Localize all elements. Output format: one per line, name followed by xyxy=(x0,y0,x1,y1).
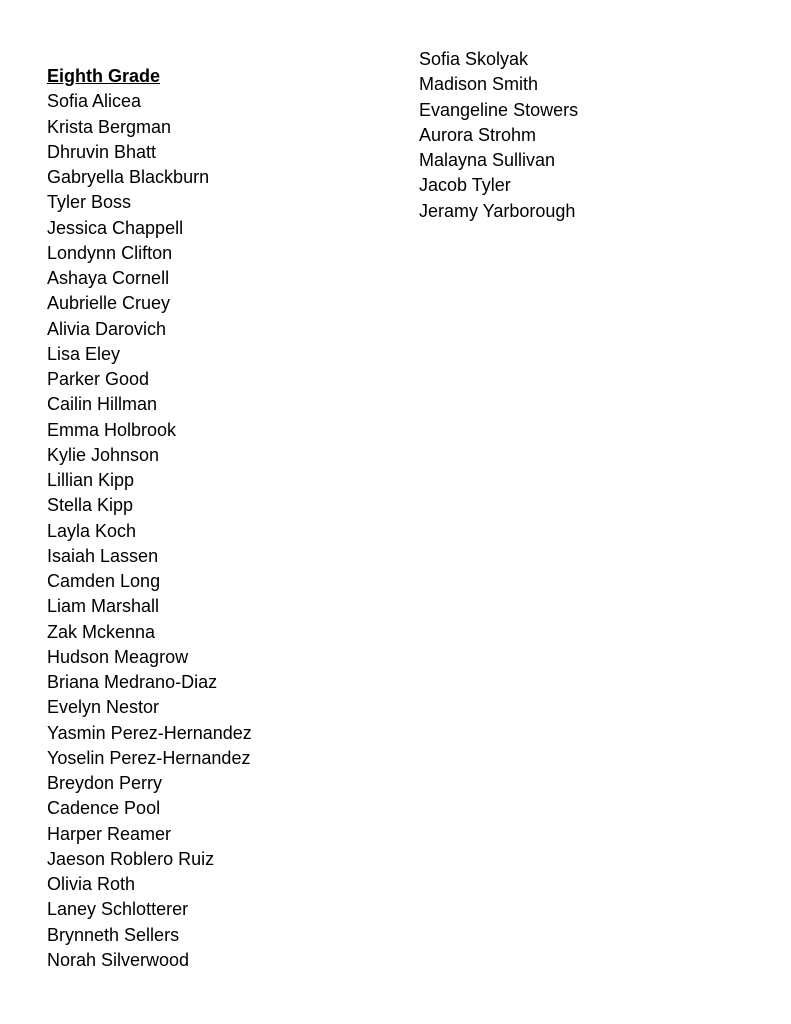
student-name: Gabryella Blackburn xyxy=(47,167,210,187)
student-name: Jacob Tyler xyxy=(419,175,511,196)
student-name: Cadence Pool xyxy=(47,798,161,819)
student-name: Evangeline Stowers xyxy=(419,99,579,120)
student-name: Sofia Skolyak xyxy=(419,49,529,69)
student-name: Aurora Strohm xyxy=(419,124,537,145)
student-name: Layla Koch xyxy=(47,520,137,541)
student-name: Hudson Meagrow xyxy=(47,646,189,667)
student-name: Olivia Roth xyxy=(47,874,136,894)
student-name: Jeramy Yarborough xyxy=(419,200,576,221)
left-name-list xyxy=(47,89,377,973)
student-name: Alivia Darovich xyxy=(47,318,167,339)
student-name: Zak Mckenna xyxy=(47,621,156,642)
left-column xyxy=(47,64,377,973)
student-name: Evelyn Nestor xyxy=(47,697,160,718)
student-name: Jessica Chappell xyxy=(47,217,184,238)
student-name: Stella Kipp xyxy=(47,495,134,516)
student-name: Jaeson Roblero Ruiz xyxy=(47,848,215,869)
student-name: Laney Schlotterer xyxy=(47,899,189,920)
student-name: Briana Medrano-Diaz xyxy=(47,672,218,692)
student-name: Kylie Johnson xyxy=(47,444,160,465)
student-name: Madison Smith xyxy=(419,74,539,95)
student-name: Krista Bergman xyxy=(47,116,172,137)
student-name: Sofia Alicea xyxy=(47,91,142,112)
student-name: Cailin Hillman xyxy=(47,394,158,415)
student-name: Harper Reamer xyxy=(47,823,172,844)
student-name: Lillian Kipp xyxy=(47,470,135,490)
right-column xyxy=(419,47,749,224)
student-name: Londynn Clifton xyxy=(47,242,173,263)
student-name: Liam Marshall xyxy=(47,596,160,617)
student-name: Dhruvin Bhatt xyxy=(47,141,157,162)
student-name: Parker Good xyxy=(47,369,150,389)
student-name: Brynneth Sellers xyxy=(47,924,180,945)
student-name: Aubrielle Cruey xyxy=(47,293,171,314)
student-name: Breydon Perry xyxy=(47,773,163,793)
student-name: Emma Holbrook xyxy=(47,419,177,440)
student-name: Lisa Eley xyxy=(47,343,121,364)
student-name: Yoselin Perez-Hernandez xyxy=(47,747,251,768)
student-name: Yasmin Perez-Hernandez xyxy=(47,722,252,743)
student-name: Isaiah Lassen xyxy=(47,545,159,566)
student-name: Ashaya Cornell xyxy=(47,268,170,288)
student-name: Tyler Boss xyxy=(47,192,132,213)
right-name-list xyxy=(419,47,749,224)
section-heading: Eighth Grade xyxy=(47,66,161,86)
student-name: Camden Long xyxy=(47,571,161,591)
student-name: Norah Silverwood xyxy=(47,949,190,970)
student-name: Malayna Sullivan xyxy=(419,150,556,170)
